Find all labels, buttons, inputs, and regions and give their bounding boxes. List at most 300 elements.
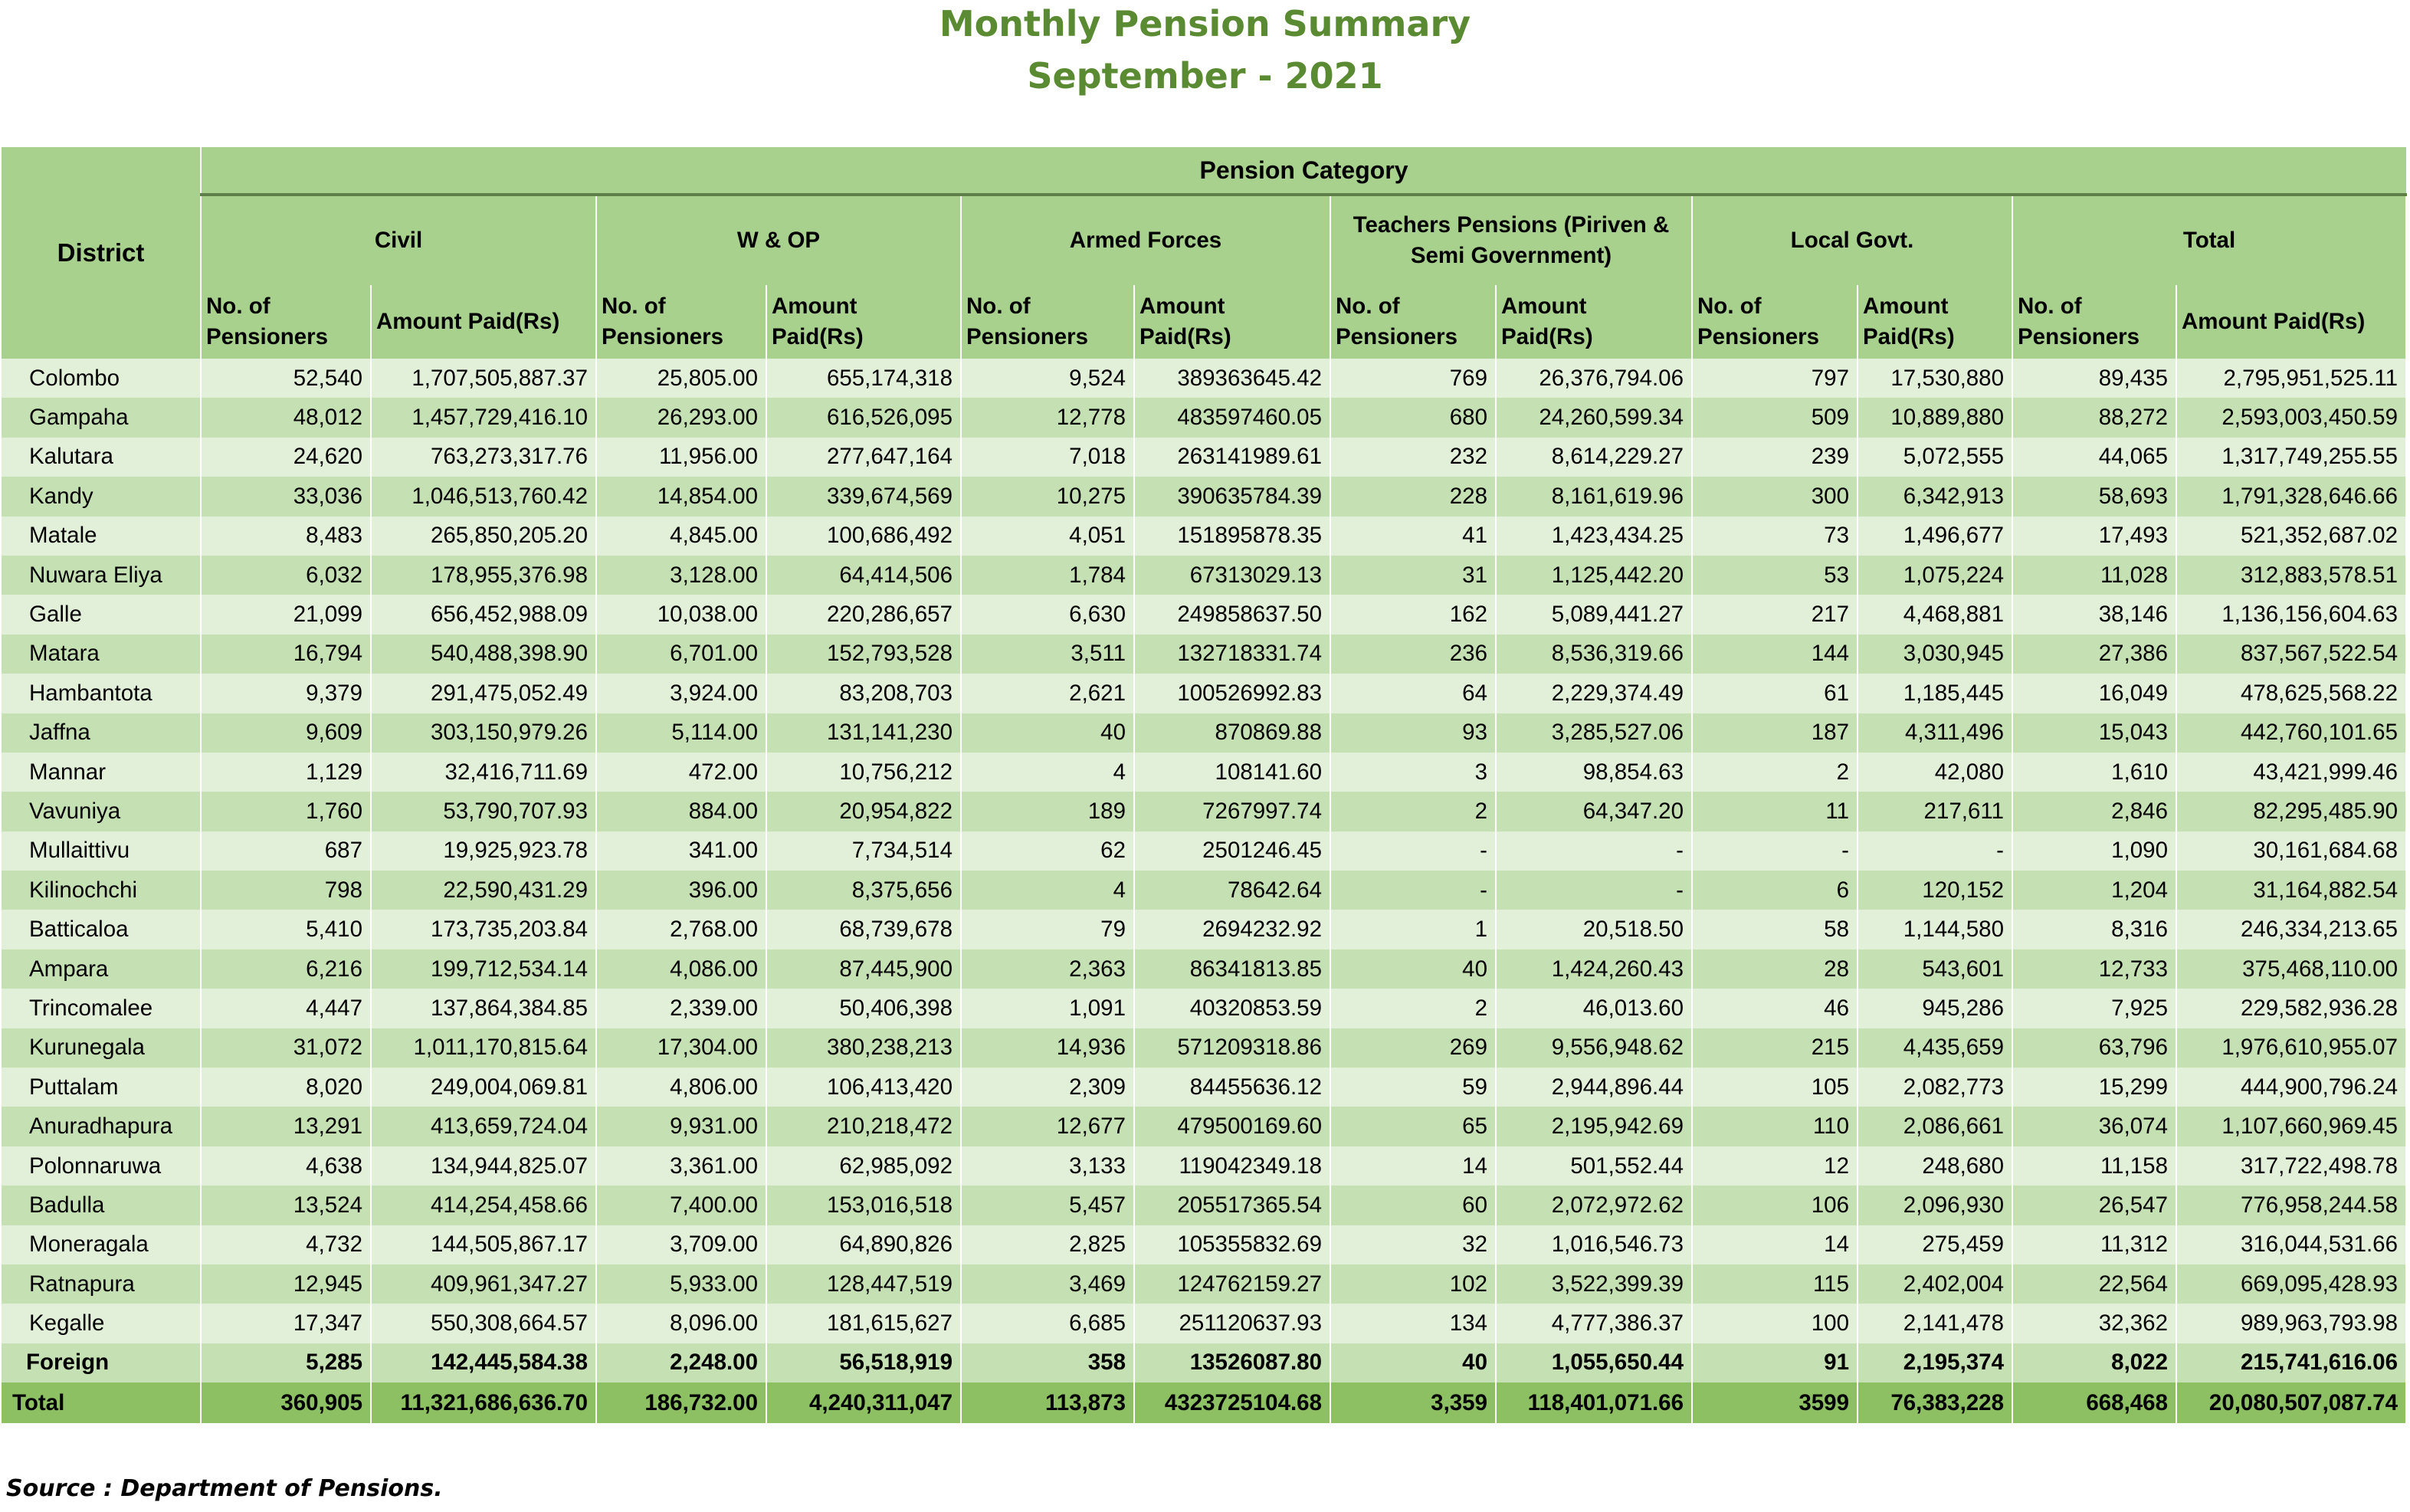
value-cell: 3,469 (961, 1264, 1134, 1304)
value-cell: 113,873 (961, 1382, 1134, 1423)
table-row (2, 556, 2406, 595)
value-cell: - (1496, 831, 1692, 871)
value-cell: 13526087.80 (1134, 1343, 1330, 1382)
value-cell: 4,638 (201, 1146, 371, 1186)
value-cell: 115 (1692, 1264, 1858, 1304)
value-cell: 9,379 (201, 674, 371, 713)
district-cell: Kilinochchi (2, 871, 201, 910)
value-cell: 837,567,522.54 (2176, 635, 2406, 674)
value-cell: 12,778 (961, 398, 1134, 437)
value-cell: - (1330, 831, 1496, 871)
value-cell: 884.00 (596, 792, 766, 831)
value-cell: 7,400.00 (596, 1186, 766, 1225)
value-cell: 8,614,229.27 (1496, 438, 1692, 477)
value-cell: 12,945 (201, 1264, 371, 1304)
value-cell: 88,272 (2012, 398, 2176, 437)
value-cell: 303,150,979.26 (371, 713, 596, 753)
value-cell: 106,413,420 (766, 1068, 961, 1107)
value-cell: 1,496,677 (1858, 517, 2012, 556)
value-cell: 32,362 (2012, 1304, 2176, 1343)
table-header (2, 147, 2406, 359)
sub-header-amount: Amount Paid(Rs) (766, 285, 961, 359)
value-cell: 7,925 (2012, 989, 2176, 1028)
group-header-civil: Civil (201, 195, 596, 285)
group-header-teachers: Teachers Pensions (Piriven & Semi Government) (1330, 195, 1692, 285)
value-cell: 444,900,796.24 (2176, 1068, 2406, 1107)
value-cell: 5,410 (201, 910, 371, 949)
value-cell: 655,174,318 (766, 359, 961, 398)
value-cell: 41 (1330, 517, 1496, 556)
value-cell: 4,732 (201, 1225, 371, 1264)
value-cell: 8,375,656 (766, 871, 961, 910)
value-cell: 409,961,347.27 (371, 1264, 596, 1304)
value-cell: 7267997.74 (1134, 792, 1330, 831)
value-cell: 5,285 (201, 1343, 371, 1382)
value-cell: 3 (1330, 753, 1496, 792)
value-cell: 472.00 (596, 753, 766, 792)
value-cell: 46 (1692, 989, 1858, 1028)
district-cell: Mullaittivu (2, 831, 201, 871)
value-cell: 396.00 (596, 871, 766, 910)
value-cell: 3,361.00 (596, 1146, 766, 1186)
value-cell: 616,526,095 (766, 398, 961, 437)
value-cell: 1,423,434.25 (1496, 517, 1692, 556)
value-cell: 550,308,664.57 (371, 1304, 596, 1343)
value-cell: 4,777,386.37 (1496, 1304, 1692, 1343)
sub-header-pensioners: No. of Pensioners (1330, 285, 1496, 359)
sub-header-amount: Amount Paid(Rs) (371, 285, 596, 359)
value-cell: 10,889,880 (1858, 398, 2012, 437)
value-cell: 14,936 (961, 1028, 1134, 1068)
value-cell: 2,248.00 (596, 1343, 766, 1382)
value-cell: 236 (1330, 635, 1496, 674)
value-cell: 58 (1692, 910, 1858, 949)
value-cell: 20,954,822 (766, 792, 961, 831)
value-cell: 8,161,619.96 (1496, 477, 1692, 516)
pension-table (2, 147, 2407, 1423)
value-cell: 64 (1330, 674, 1496, 713)
value-cell: 1,055,650.44 (1496, 1343, 1692, 1382)
value-cell: 277,647,164 (766, 438, 961, 477)
group-header-armed-forces: Armed Forces (961, 195, 1330, 285)
value-cell: 3,359 (1330, 1382, 1496, 1423)
district-cell: Matara (2, 635, 201, 674)
value-cell: 110 (1692, 1107, 1858, 1146)
value-cell: 61 (1692, 674, 1858, 713)
value-cell: 3,924.00 (596, 674, 766, 713)
value-cell: 1,317,749,255.55 (2176, 438, 2406, 477)
value-cell: 3,128.00 (596, 556, 766, 595)
value-cell: 1,129 (201, 753, 371, 792)
district-cell: Polonnaruwa (2, 1146, 201, 1186)
table-body (2, 359, 2406, 1423)
value-cell: 6,342,913 (1858, 477, 2012, 516)
value-cell: 119042349.18 (1134, 1146, 1330, 1186)
value-cell: 2,402,004 (1858, 1264, 2012, 1304)
table-row (2, 635, 2406, 674)
value-cell: 239 (1692, 438, 1858, 477)
value-cell: 4,240,311,047 (766, 1382, 961, 1423)
value-cell: 181,615,627 (766, 1304, 961, 1343)
district-cell: Kurunegala (2, 1028, 201, 1068)
table-row (2, 477, 2406, 516)
value-cell: 2,795,951,525.11 (2176, 359, 2406, 398)
value-cell: 215 (1692, 1028, 1858, 1068)
value-cell: 40 (1330, 950, 1496, 989)
district-cell: Trincomalee (2, 989, 201, 1028)
table-row (2, 1028, 2406, 1068)
value-cell: 11,956.00 (596, 438, 766, 477)
district-cell: Jaffna (2, 713, 201, 753)
value-cell: 2 (1330, 792, 1496, 831)
value-cell: 246,334,213.65 (2176, 910, 2406, 949)
value-cell: 945,286 (1858, 989, 2012, 1028)
table-row (2, 1264, 2406, 1304)
value-cell: 217 (1692, 595, 1858, 634)
value-cell: 10,756,212 (766, 753, 961, 792)
value-cell: 53 (1692, 556, 1858, 595)
value-cell: 17,347 (201, 1304, 371, 1343)
value-cell: 210,218,472 (766, 1107, 961, 1146)
value-cell: 358 (961, 1343, 1134, 1382)
value-cell: 3,709.00 (596, 1225, 766, 1264)
value-cell: 152,793,528 (766, 635, 961, 674)
value-cell: 86341813.85 (1134, 950, 1330, 989)
sub-header-amount: Amount Paid(Rs) (1134, 285, 1330, 359)
value-cell: 2,768.00 (596, 910, 766, 949)
value-cell: 1,091 (961, 989, 1134, 1028)
value-cell: 100,686,492 (766, 517, 961, 556)
value-cell: 124762159.27 (1134, 1264, 1330, 1304)
value-cell: 16,049 (2012, 674, 2176, 713)
value-cell: 798 (201, 871, 371, 910)
value-cell: 21,099 (201, 595, 371, 634)
value-cell: 4 (961, 753, 1134, 792)
value-cell: 291,475,052.49 (371, 674, 596, 713)
total-row (2, 1382, 2406, 1423)
value-cell: 64,347.20 (1496, 792, 1692, 831)
value-cell: 144,505,867.17 (371, 1225, 596, 1264)
value-cell: 9,556,948.62 (1496, 1028, 1692, 1068)
value-cell: 132718331.74 (1134, 635, 1330, 674)
value-cell: 17,304.00 (596, 1028, 766, 1068)
value-cell: 3,511 (961, 635, 1134, 674)
value-cell: 19,925,923.78 (371, 831, 596, 871)
value-cell: 108141.60 (1134, 753, 1330, 792)
value-cell: 89,435 (2012, 359, 2176, 398)
value-cell: 1,107,660,969.45 (2176, 1107, 2406, 1146)
value-cell: 40320853.59 (1134, 989, 1330, 1028)
value-cell: 1,457,729,416.10 (371, 398, 596, 437)
table-row (2, 1225, 2406, 1264)
table-row (2, 792, 2406, 831)
value-cell: 118,401,071.66 (1496, 1382, 1692, 1423)
value-cell: 7,018 (961, 438, 1134, 477)
value-cell: 64,414,506 (766, 556, 961, 595)
value-cell: 228 (1330, 477, 1496, 516)
district-cell: Total (2, 1382, 201, 1423)
value-cell: 1,125,442.20 (1496, 556, 1692, 595)
table-row (2, 1186, 2406, 1225)
value-cell: 25,805.00 (596, 359, 766, 398)
value-cell: 8,022 (2012, 1343, 2176, 1382)
value-cell: 5,933.00 (596, 1264, 766, 1304)
value-cell: 30,161,684.68 (2176, 831, 2406, 871)
value-cell: - (1496, 871, 1692, 910)
district-cell: Moneragala (2, 1225, 201, 1264)
value-cell: 102 (1330, 1264, 1496, 1304)
table-row (2, 1068, 2406, 1107)
district-cell: Badulla (2, 1186, 201, 1225)
value-cell: 12,677 (961, 1107, 1134, 1146)
value-cell: 38,146 (2012, 595, 2176, 634)
value-cell: 229,582,936.28 (2176, 989, 2406, 1028)
value-cell: 20,518.50 (1496, 910, 1692, 949)
value-cell: 1,016,546.73 (1496, 1225, 1692, 1264)
table-row (2, 1146, 2406, 1186)
value-cell: 173,735,203.84 (371, 910, 596, 949)
value-cell: 870869.88 (1134, 713, 1330, 753)
value-cell: 375,468,110.00 (2176, 950, 2406, 989)
value-cell: 186,732.00 (596, 1382, 766, 1423)
value-cell: 100526992.83 (1134, 674, 1330, 713)
value-cell: 9,609 (201, 713, 371, 753)
value-cell: 24,260,599.34 (1496, 398, 1692, 437)
value-cell: 11,321,686,636.70 (371, 1382, 596, 1423)
value-cell: 1,791,328,646.66 (2176, 477, 2406, 516)
value-cell: 52,540 (201, 359, 371, 398)
table-row (2, 359, 2406, 398)
district-cell: Foreign (2, 1343, 201, 1382)
value-cell: 220,286,657 (766, 595, 961, 634)
value-cell: 199,712,534.14 (371, 950, 596, 989)
value-cell: 11 (1692, 792, 1858, 831)
value-cell: 501,552.44 (1496, 1146, 1692, 1186)
value-cell: 769 (1330, 359, 1496, 398)
value-cell: 263141989.61 (1134, 438, 1330, 477)
value-cell: 73 (1692, 517, 1858, 556)
value-cell: 2 (1692, 753, 1858, 792)
value-cell: 300 (1692, 477, 1858, 516)
value-cell: 1,424,260.43 (1496, 950, 1692, 989)
value-cell: 4,051 (961, 517, 1134, 556)
value-cell: 2,825 (961, 1225, 1134, 1264)
value-cell: 128,447,519 (766, 1264, 961, 1304)
value-cell: 4,447 (201, 989, 371, 1028)
district-cell: Mannar (2, 753, 201, 792)
sub-header-pensioners: No. of Pensioners (961, 285, 1134, 359)
value-cell: 4323725104.68 (1134, 1382, 1330, 1423)
sub-header-pensioners: No. of Pensioners (1692, 285, 1858, 359)
value-cell: 4 (961, 871, 1134, 910)
value-cell: 153,016,518 (766, 1186, 961, 1225)
value-cell: 4,468,881 (1858, 595, 2012, 634)
district-cell: Colombo (2, 359, 201, 398)
value-cell: 14 (1692, 1225, 1858, 1264)
value-cell: 15,043 (2012, 713, 2176, 753)
value-cell: 144 (1692, 635, 1858, 674)
value-cell: 5,072,555 (1858, 438, 2012, 477)
value-cell: 60 (1330, 1186, 1496, 1225)
value-cell: 380,238,213 (766, 1028, 961, 1068)
value-cell: 31,072 (201, 1028, 371, 1068)
value-cell: 9,524 (961, 359, 1134, 398)
value-cell: 20,080,507,087.74 (2176, 1382, 2406, 1423)
value-cell: 509 (1692, 398, 1858, 437)
value-cell: 9,931.00 (596, 1107, 766, 1146)
value-cell: 8,316 (2012, 910, 2176, 949)
page-subtitle: September - 2021 (1027, 55, 1383, 97)
value-cell: 162 (1330, 595, 1496, 634)
value-cell: 312,883,578.51 (2176, 556, 2406, 595)
table-row (2, 1304, 2406, 1343)
value-cell: 390635784.39 (1134, 477, 1330, 516)
value-cell: 232 (1330, 438, 1496, 477)
pension-category-header: Pension Category (201, 147, 2406, 195)
sub-header-pensioners: No. of Pensioners (2012, 285, 2176, 359)
value-cell: 1,707,505,887.37 (371, 359, 596, 398)
table-row (2, 438, 2406, 477)
value-cell: 540,488,398.90 (371, 635, 596, 674)
value-cell: 42,080 (1858, 753, 2012, 792)
value-cell: 1,760 (201, 792, 371, 831)
value-cell: 87,445,900 (766, 950, 961, 989)
value-cell: 1,046,513,760.42 (371, 477, 596, 516)
value-cell: 763,273,317.76 (371, 438, 596, 477)
value-cell: 2 (1330, 989, 1496, 1028)
value-cell: 275,459 (1858, 1225, 2012, 1264)
value-cell: 6,685 (961, 1304, 1134, 1343)
table-row (2, 674, 2406, 713)
value-cell: 17,530,880 (1858, 359, 2012, 398)
table-row (2, 989, 2406, 1028)
value-cell: 27,386 (2012, 635, 2176, 674)
value-cell: 249858637.50 (1134, 595, 1330, 634)
value-cell: 82,295,485.90 (2176, 792, 2406, 831)
value-cell: 78642.64 (1134, 871, 1330, 910)
value-cell: 571209318.86 (1134, 1028, 1330, 1068)
value-cell: 83,208,703 (766, 674, 961, 713)
value-cell: - (1692, 831, 1858, 871)
value-cell: 28 (1692, 950, 1858, 989)
value-cell: 58,693 (2012, 477, 2176, 516)
district-cell: Hambantota (2, 674, 201, 713)
value-cell: 5,114.00 (596, 713, 766, 753)
value-cell: 413,659,724.04 (371, 1107, 596, 1146)
value-cell: 1,610 (2012, 753, 2176, 792)
value-cell: 59 (1330, 1068, 1496, 1107)
value-cell: 2,141,478 (1858, 1304, 2012, 1343)
sub-header-pensioners: No. of Pensioners (596, 285, 766, 359)
value-cell: 79 (961, 910, 1134, 949)
value-cell: 4,845.00 (596, 517, 766, 556)
value-cell: 62 (961, 831, 1134, 871)
table-row (2, 1107, 2406, 1146)
source-note: Source : Department of Pensions. (6, 1475, 443, 1502)
table-row (2, 595, 2406, 634)
value-cell: 680 (1330, 398, 1496, 437)
value-cell: 248,680 (1858, 1146, 2012, 1186)
value-cell: 31 (1330, 556, 1496, 595)
district-cell: Galle (2, 595, 201, 634)
value-cell: 3,133 (961, 1146, 1134, 1186)
value-cell: 67313029.13 (1134, 556, 1330, 595)
value-cell: 11,312 (2012, 1225, 2176, 1264)
value-cell: 478,625,568.22 (2176, 674, 2406, 713)
value-cell: 316,044,531.66 (2176, 1225, 2406, 1264)
group-header-wop: W & OP (596, 195, 961, 285)
value-cell: 205517365.54 (1134, 1186, 1330, 1225)
district-cell: Matale (2, 517, 201, 556)
value-cell: 442,760,101.65 (2176, 713, 2406, 753)
value-cell: 26,547 (2012, 1186, 2176, 1225)
value-cell: 56,518,919 (766, 1343, 961, 1382)
value-cell: 483597460.05 (1134, 398, 1330, 437)
value-cell: 7,734,514 (766, 831, 961, 871)
page-title: Monthly Pension Summary (939, 3, 1471, 44)
value-cell: 2,086,661 (1858, 1107, 2012, 1146)
value-cell: 13,291 (201, 1107, 371, 1146)
value-cell: 105355832.69 (1134, 1225, 1330, 1264)
value-cell: 63,796 (2012, 1028, 2176, 1068)
value-cell: 5,457 (961, 1186, 1134, 1225)
value-cell: 10,275 (961, 477, 1134, 516)
district-cell: Ampara (2, 950, 201, 989)
value-cell: 8,483 (201, 517, 371, 556)
value-cell: 1,185,445 (1858, 674, 2012, 713)
value-cell: 4,311,496 (1858, 713, 2012, 753)
value-cell: 479500169.60 (1134, 1107, 1330, 1146)
value-cell: 1,976,610,955.07 (2176, 1028, 2406, 1068)
value-cell: 14,854.00 (596, 477, 766, 516)
value-cell: 11,028 (2012, 556, 2176, 595)
value-cell: 1,011,170,815.64 (371, 1028, 596, 1068)
value-cell: 1 (1330, 910, 1496, 949)
sub-header-amount: Amount Paid(Rs) (1858, 285, 2012, 359)
value-cell: 100 (1692, 1304, 1858, 1343)
district-header: District (2, 147, 201, 359)
value-cell: 269 (1330, 1028, 1496, 1068)
value-cell: 32 (1330, 1225, 1496, 1264)
district-cell: Gampaha (2, 398, 201, 437)
foreign-row (2, 1343, 2406, 1382)
value-cell: 3,285,527.06 (1496, 713, 1692, 753)
district-cell: Kegalle (2, 1304, 201, 1343)
value-cell: 189 (961, 792, 1134, 831)
value-cell: 26,376,794.06 (1496, 359, 1692, 398)
value-cell: 2,309 (961, 1068, 1134, 1107)
value-cell: 2,082,773 (1858, 1068, 2012, 1107)
table-row (2, 910, 2406, 949)
value-cell: 33,036 (201, 477, 371, 516)
value-cell: 4,806.00 (596, 1068, 766, 1107)
value-cell: 341.00 (596, 831, 766, 871)
value-cell: 317,722,498.78 (2176, 1146, 2406, 1186)
value-cell: 6,630 (961, 595, 1134, 634)
value-cell: 26,293.00 (596, 398, 766, 437)
district-cell: Ratnapura (2, 1264, 201, 1304)
value-cell: 91 (1692, 1343, 1858, 1382)
sub-header-amount: Amount Paid(Rs) (1496, 285, 1692, 359)
value-cell: 142,445,584.38 (371, 1343, 596, 1382)
group-header-local-govt: Local Govt. (1692, 195, 2012, 285)
value-cell: 137,864,384.85 (371, 989, 596, 1028)
value-cell: 22,590,431.29 (371, 871, 596, 910)
value-cell: 4,086.00 (596, 950, 766, 989)
value-cell: 389363645.42 (1134, 359, 1330, 398)
value-cell: 64,890,826 (766, 1225, 961, 1264)
value-cell: 16,794 (201, 635, 371, 674)
